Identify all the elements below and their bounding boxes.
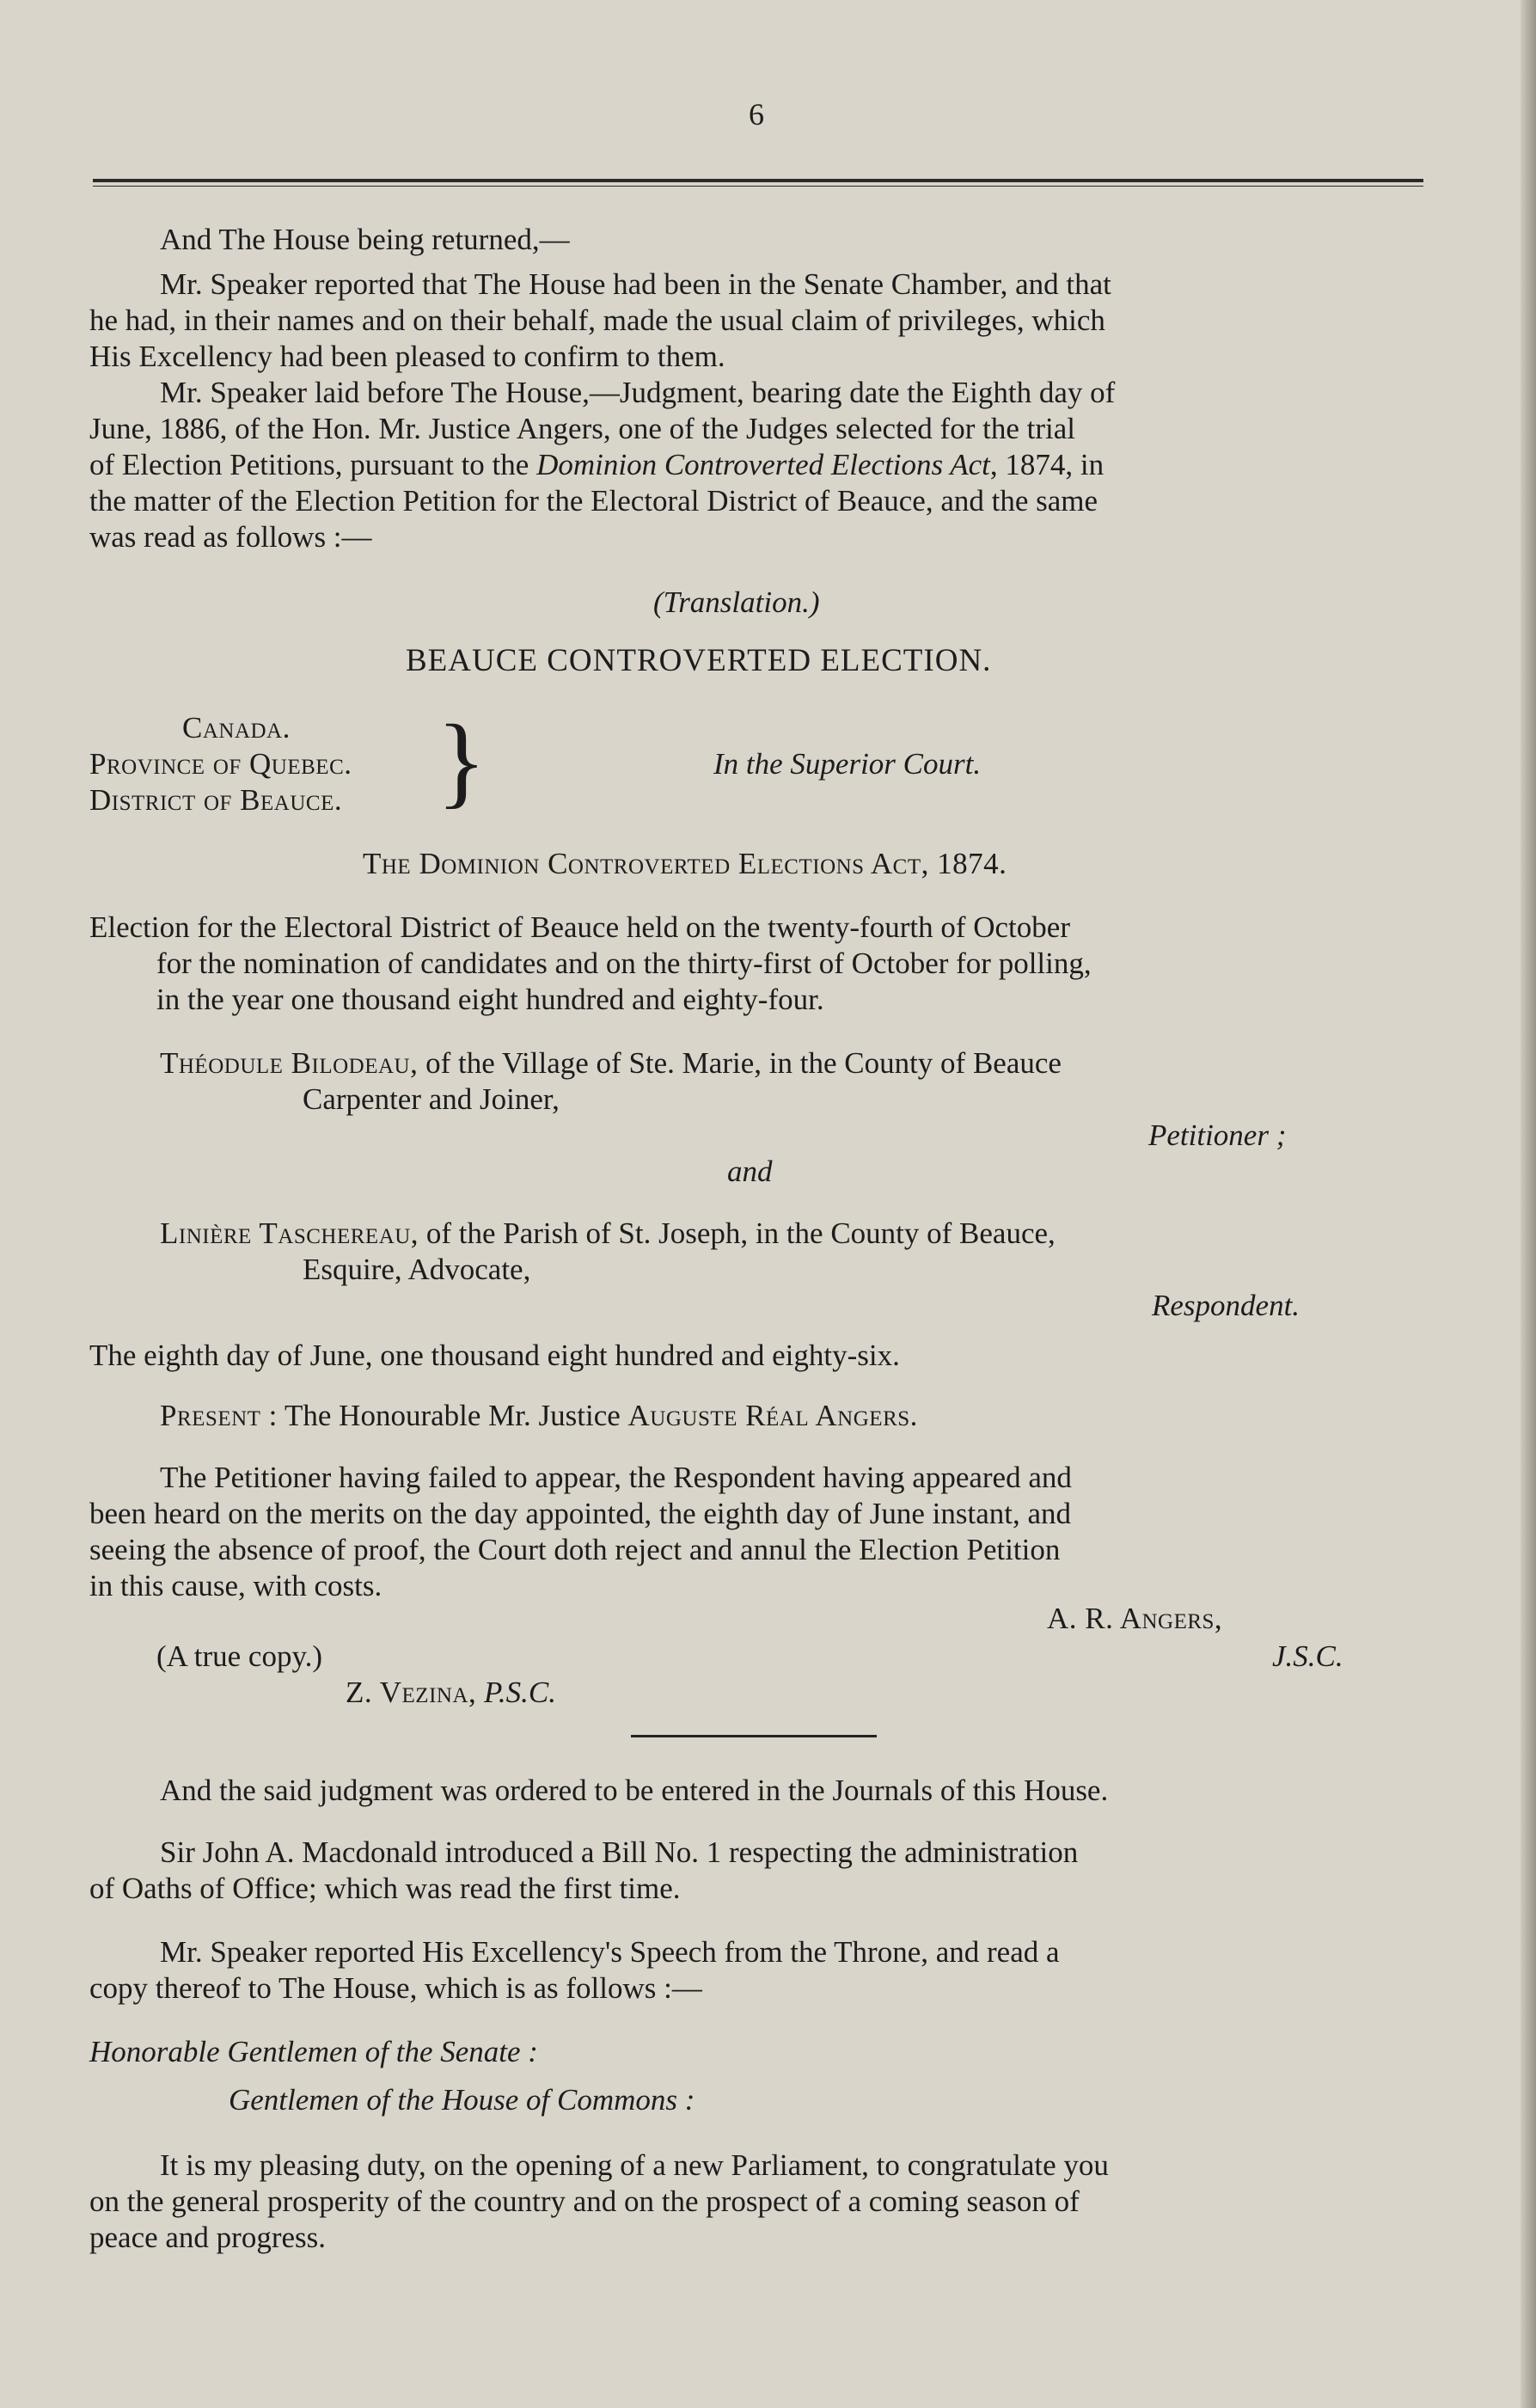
translation-label: (Translation.) — [653, 585, 820, 619]
section-heading: BEAUCE CONTROVERTED ELECTION. — [406, 643, 992, 678]
and-label: and — [727, 1155, 773, 1188]
order-entered: And the said judgment was ordered to be entered in the Journals of this House. — [160, 1774, 1109, 1807]
respondent-occupation: Esquire, Advocate, — [303, 1253, 531, 1286]
petitioner-line — [160, 1045, 1062, 1081]
bill-line-1: Sir John A. Macdonald introduced a Bill No. 1 respecting the administration — [160, 1835, 1079, 1869]
present-label: Present : — [160, 1399, 278, 1432]
section-divider — [631, 1735, 877, 1737]
address-senate: Honorable Gentlemen of the Senate : — [89, 2035, 538, 2068]
speech-text-1: It is my pleasing duty, on the opening of a new Parliament, to congratulate you — [160, 2148, 1109, 2182]
speech-report-2: copy thereof to The House, which is as follows :— — [89, 1971, 702, 2005]
para-judgment-1: Mr. Speaker laid before The House,—Judgment, bearing date the Eighth day of — [160, 376, 1116, 409]
act-title: The Dominion Controverted Elections Act, 1874. — [363, 847, 1007, 880]
clerk-title: P.S.C. — [484, 1676, 556, 1709]
page-number: 6 — [749, 97, 764, 132]
bill-line-2: of Oaths of Office; which was read the first time. — [89, 1872, 681, 1905]
line-house-returned: And The House being returned,— — [160, 223, 570, 256]
present-judge-name: Auguste Réal Angers. — [627, 1399, 918, 1432]
para-speaker-reported-1: Mr. Speaker reported that The House had been in the Senate Chamber, and that — [160, 267, 1111, 301]
judgment-text-1: The Petitioner having failed to appear, the Respondent having appeared and — [160, 1461, 1072, 1494]
election-line-3: in the year one thousand eight hundred and eighty-four. — [156, 983, 824, 1016]
para-speaker-reported-3: His Excellency had been pleased to confirm to them. — [89, 340, 725, 373]
para-judgment-3 — [89, 447, 1104, 483]
petitioner-label: Petitioner ; — [1148, 1118, 1287, 1152]
present-line — [160, 1398, 918, 1434]
judgment-text-2: been heard on the merits on the day appointed, the eighth day of June instant, and — [89, 1497, 1072, 1530]
para-judgment-4: the matter of the Election Petition for the Electoral District of Beauce, and the same — [89, 484, 1098, 518]
para-judgment-5: was read as follows :— — [89, 520, 372, 554]
address-commons: Gentlemen of the House of Commons : — [229, 2083, 695, 2117]
respondent-label: Respondent. — [1152, 1289, 1300, 1322]
speech-text-2: on the general prosperity of the country and on the prospect of a coming season of — [89, 2184, 1080, 2218]
respondent-name: Linière Taschereau, — [160, 1216, 419, 1250]
petitioner-name: Théodule Bilodeau, — [160, 1046, 419, 1080]
signature-judge: A. R. Angers, — [1047, 1602, 1223, 1635]
signature-clerk — [346, 1675, 556, 1711]
speech-report-1: Mr. Speaker reported His Excellency's Speech from the Throne, and read a — [160, 1935, 1060, 1969]
court-name: In the Superior Court. — [713, 747, 982, 781]
caption-province: Province of Quebec. — [89, 747, 352, 781]
judgment-text-3: seeing the absence of proof, the Court doth reject and annul the Election Petition — [89, 1533, 1061, 1566]
present-text: The Honourable Mr. Justice — [285, 1399, 621, 1432]
para-judgment-3-post: , 1874, in — [989, 448, 1105, 481]
respondent-line — [160, 1216, 1056, 1252]
judgment-date: The eighth day of June, one thousand eight hundred and eighty-six. — [89, 1339, 900, 1372]
page-edge-shadow — [1521, 0, 1536, 2408]
respondent-address: of the Parish of St. Joseph, in the County of Beauce, — [425, 1216, 1056, 1250]
caption-canada: Canada. — [182, 711, 291, 744]
header-rule-thin — [93, 186, 1423, 187]
para-judgment-2: June, 1886, of the Hon. Mr. Justice Angers, one of the Judges selected for the trial — [89, 412, 1075, 445]
signature-jsc: J.S.C. — [1272, 1639, 1343, 1673]
petitioner-occupation: Carpenter and Joiner, — [303, 1082, 560, 1116]
caption-brace: } — [437, 703, 487, 818]
true-copy-label: (A true copy.) — [156, 1639, 323, 1673]
judgment-text-4: in this cause, with costs. — [89, 1569, 382, 1602]
speech-text-3: peace and progress. — [89, 2221, 327, 2254]
header-rule-thick — [93, 179, 1423, 182]
clerk-name: Z. Vezina, — [346, 1676, 477, 1709]
petitioner-address: of the Village of Ste. Marie, in the County of Beauce — [425, 1046, 1062, 1080]
act-name-italic: Dominion Controverted Elections Act — [536, 448, 990, 481]
para-speaker-reported-2: he had, in their names and on their behalf, made the usual claim of privileges, which — [89, 303, 1105, 337]
election-line-2: for the nomination of candidates and on the thirty-first of October for polling, — [156, 947, 1092, 980]
caption-district: District of Beauce. — [89, 783, 343, 817]
para-judgment-3-pre: of Election Petitions, pursuant to the — [89, 448, 529, 481]
election-line-1: Election for the Electoral District of Beauce held on the twenty-fourth of October — [89, 910, 1070, 944]
